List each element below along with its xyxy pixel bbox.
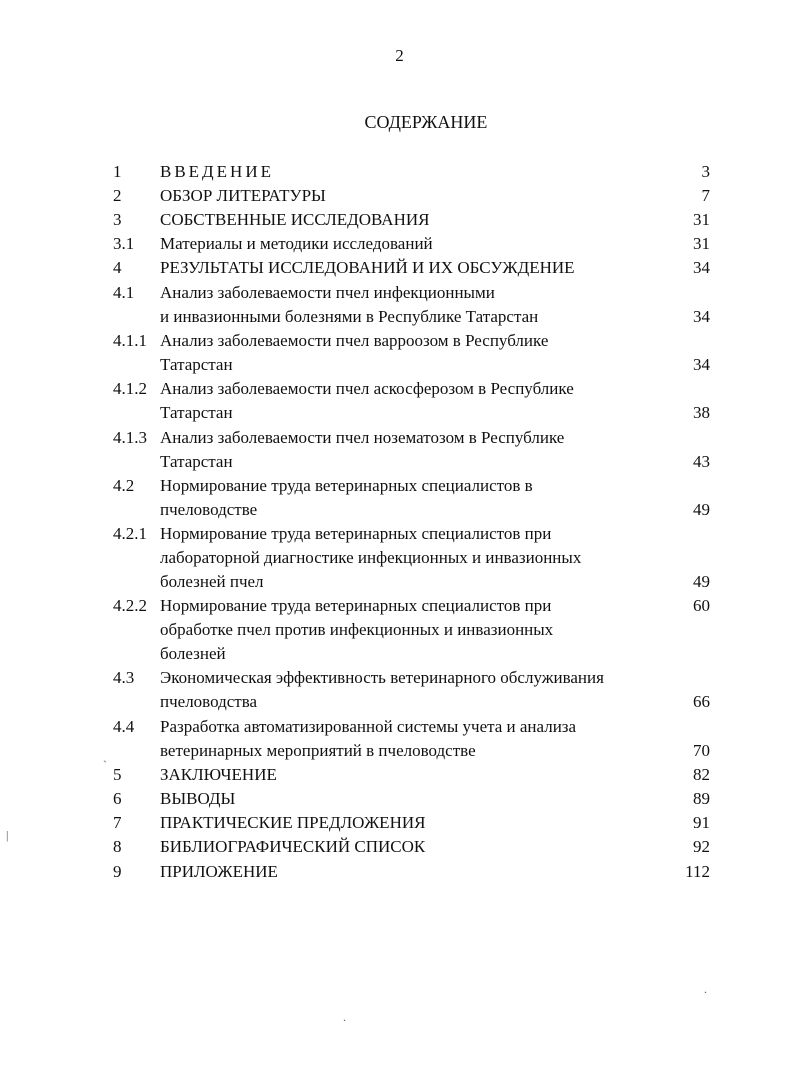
toc-entry-title-line: Анализ заболеваемости пчел аскосферозом в Республике (160, 379, 574, 398)
toc-entry-title-line: Экономическая эффективность ветеринарного обслуживания (160, 668, 604, 687)
toc-entry-page: 112 (685, 862, 710, 881)
toc-entry-page: 70 (693, 741, 710, 761)
toc-entry-number: 4.1.3 (113, 428, 147, 447)
toc-entry-page: 34 (693, 355, 710, 375)
toc-entry-number: 4.1.2 (113, 379, 147, 398)
toc-entry-title-line: Татарстан (160, 403, 233, 423)
toc-entry-page: 89 (693, 789, 710, 808)
toc-entry-number: 8 (113, 837, 122, 856)
toc-entry-page: 60 (693, 596, 710, 615)
toc-entry-title-line: и инвазионными болезнями в Республике Татарстан (160, 307, 539, 327)
toc-entry-page: 7 (701, 186, 710, 205)
toc-entry-number: 4.1 (113, 283, 135, 302)
toc-entry-title-line: ПРАКТИЧЕСКИЕ ПРЕДЛОЖЕНИЯ (160, 813, 426, 832)
toc-entry-title-line: Нормирование труда ветеринарных специалистов в (160, 476, 533, 495)
toc-entry-page: 66 (693, 692, 710, 712)
toc-entry-title-line: Разработка автоматизированной системы учета и анализа (160, 717, 577, 736)
toc-entry-page: 38 (693, 403, 710, 423)
toc-entry-number: 4.1.1 (113, 331, 147, 350)
toc-entry-number: 7 (113, 813, 122, 832)
toc-entry-number: 3.1 (113, 234, 135, 253)
toc-entry-page: 92 (693, 837, 710, 856)
toc-entry-number: 2 (113, 186, 122, 205)
scan-mark: . (704, 982, 707, 996)
toc-entry-title-line: БИБЛИОГРАФИЧЕСКИЙ СПИСОК (160, 837, 426, 856)
toc-title: СОДЕРЖАНИЕ (364, 112, 488, 132)
toc-entry-title-line: пчеловодства (160, 692, 258, 712)
toc-entry-number: 4.2.1 (113, 524, 147, 543)
toc-entry-number: 4.4 (113, 717, 135, 736)
toc-entry-title-line: Материалы и методики исследований (160, 234, 433, 253)
toc-entry-number: 4.2.2 (113, 596, 147, 615)
toc-entry-title-line: ВЫВОДЫ (160, 789, 236, 808)
toc-entry-number: 6 (113, 789, 122, 808)
toc-entry-title-line: пчеловодстве (160, 500, 258, 520)
toc-entry-title-line: обработке пчел против инфекционных и инвазионных (160, 620, 554, 640)
toc-entry-page: 3 (701, 162, 710, 181)
scan-mark: | (6, 828, 9, 842)
toc-entry-title-line: СОБСТВЕННЫЕ ИССЛЕДОВАНИЯ (160, 210, 430, 229)
toc-entry-title-line: Анализ заболеваемости пчел нозематозом в Республике (160, 428, 565, 447)
toc-entry-title-line: ОБЗОР ЛИТЕРАТУРЫ (160, 186, 326, 205)
toc-entry-title-line: болезней (160, 644, 226, 664)
toc-entry-page: 31 (693, 210, 710, 229)
toc-entry-page: 31 (693, 234, 710, 253)
page-number: 2 (395, 46, 404, 65)
toc-entry-title-line: Анализ заболеваемости пчел варроозом в Республике (160, 331, 549, 350)
toc-entry-page: 34 (693, 307, 710, 327)
toc-entry-title-line: Анализ заболеваемости пчел инфекционными (160, 283, 495, 302)
toc-entry-number: 3 (113, 210, 122, 229)
toc-entry-number: 9 (113, 862, 122, 881)
toc-entry-number: 1 (113, 162, 122, 181)
toc-entry-page: 43 (693, 452, 710, 472)
toc-entry-page: 49 (693, 500, 710, 520)
toc-entry-title-line: ПРИЛОЖЕНИЕ (160, 862, 278, 881)
toc-entry-number: 5 (113, 765, 122, 784)
scan-mark: ` (103, 758, 107, 772)
toc-entry-number: 4 (113, 258, 122, 277)
toc-entry-title-line: Татарстан (160, 355, 233, 375)
toc-entry-page: 34 (693, 258, 710, 277)
toc-entry-title-line: ВВЕДЕНИЕ (160, 162, 274, 181)
scan-mark: . (343, 1010, 346, 1024)
toc-entry-page: 82 (693, 765, 710, 784)
toc-entry-title-line: РЕЗУЛЬТАТЫ ИССЛЕДОВАНИЙ И ИХ ОБСУЖДЕНИЕ (160, 258, 575, 277)
toc-entry-title-line: лабораторной диагностике инфекционных и инвазионных (160, 548, 582, 568)
toc-entry-title-line: Нормирование труда ветеринарных специалистов при (160, 596, 552, 615)
toc-entry-number: 4.3 (113, 668, 135, 687)
toc-entry-page: 49 (693, 572, 710, 592)
toc-entry-title-line: ветеринарных мероприятий в пчеловодстве (160, 741, 476, 761)
toc-entry-title-line: Нормирование труда ветеринарных специалистов при (160, 524, 552, 543)
toc-entry-number: 4.2 (113, 476, 135, 495)
toc-entry-page: 91 (693, 813, 710, 832)
toc-entry-title-line: болезней пчел (160, 572, 264, 592)
toc-entry-title-line: ЗАКЛЮЧЕНИЕ (160, 765, 277, 784)
toc-entry-title-line: Татарстан (160, 452, 233, 472)
